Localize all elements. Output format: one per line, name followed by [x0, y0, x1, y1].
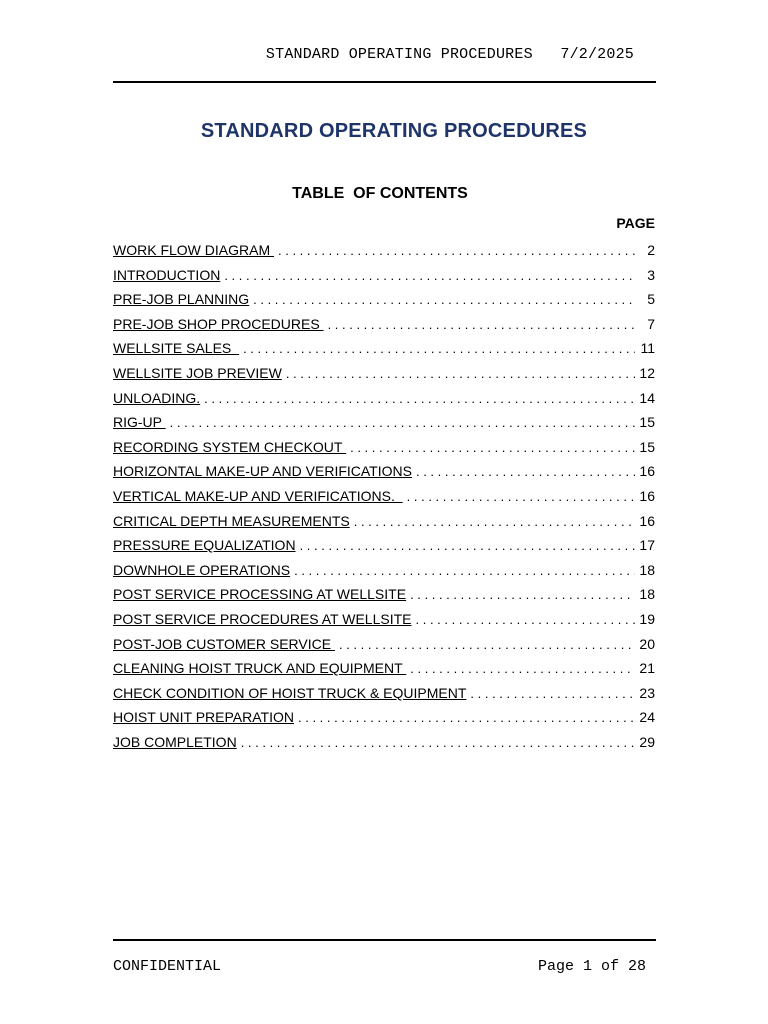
toc-entry-title-link[interactable]: POST-JOB CUSTOMER SERVICE: [113, 635, 335, 652]
toc-entry-page-number: 7: [647, 315, 655, 332]
toc-dot-leader: [204, 387, 635, 412]
toc-dot-leader: [294, 559, 635, 584]
toc-entry[interactable]: [113, 681, 656, 706]
toc-entry[interactable]: [113, 312, 656, 337]
toc-entry[interactable]: [113, 459, 656, 484]
toc-dot-leader: [410, 583, 635, 608]
toc-entry-title-link[interactable]: WELLSITE SALES: [113, 340, 240, 357]
toc-entry-title-link[interactable]: PRESSURE EQUALIZATION: [113, 537, 296, 554]
header-divider: [113, 81, 656, 83]
toc-dot-leader: [278, 239, 635, 264]
toc-entry-title-link[interactable]: CRITICAL DEPTH MEASUREMENTS: [113, 512, 350, 529]
toc-entry-title-link[interactable]: INTRODUCTION: [113, 266, 221, 283]
footer-divider: [113, 939, 656, 941]
toc-entry[interactable]: [113, 558, 656, 583]
toc-entry[interactable]: [113, 287, 656, 312]
toc-entry-title-link[interactable]: HORIZONTAL MAKE-UP AND VERIFICATIONS: [113, 463, 412, 480]
toc-dot-leader: [170, 411, 635, 436]
toc-entry-title-link[interactable]: RIG-UP: [113, 414, 166, 431]
toc-entry-title-link[interactable]: POST SERVICE PROCEDURES AT WELLSITE: [113, 610, 412, 627]
toc-dot-leader: [241, 731, 635, 756]
toc-entry-page-number: 29: [639, 733, 655, 750]
toc-entry-title-link[interactable]: CLEANING HOIST TRUCK AND EQUIPMENT: [113, 660, 407, 677]
footer-page-number: Page 1 of 28: [537, 958, 646, 975]
toc-dot-leader: [470, 682, 635, 707]
toc-entry-page-number: 17: [639, 537, 655, 554]
toc-entry-page-number: 20: [639, 635, 655, 652]
document-title: STANDARD OPERATING PROCEDURES: [200, 120, 588, 142]
toc-dot-leader: [354, 510, 635, 535]
toc-entry-page-number: 23: [639, 684, 655, 701]
toc-entry[interactable]: [113, 336, 656, 361]
toc-entry-page-number: 15: [639, 414, 655, 431]
toc-entry-page-number: 24: [639, 709, 655, 726]
toc-heading: TABLE OF CONTENTS: [292, 185, 468, 202]
toc-entry[interactable]: [113, 484, 656, 509]
toc-entry[interactable]: [113, 730, 656, 755]
toc-entry[interactable]: [113, 263, 656, 288]
toc-entry-page-number: 16: [639, 487, 655, 504]
toc-dot-leader: [350, 436, 635, 461]
toc-dot-leader: [416, 460, 635, 485]
toc-entry-title-link[interactable]: UNLOADING.: [113, 389, 201, 406]
toc-page-column-label: PAGE: [616, 215, 655, 231]
toc-entry-title-link[interactable]: DOWNHOLE OPERATIONS: [113, 561, 291, 578]
table-of-contents: [113, 238, 656, 754]
toc-entry-page-number: 21: [639, 660, 655, 677]
toc-entry-page-number: 16: [639, 512, 655, 529]
toc-entry-page-number: 2: [647, 242, 655, 258]
toc-dot-leader: [410, 657, 635, 682]
toc-entry-page-number: 15: [639, 438, 655, 455]
toc-entry[interactable]: [113, 533, 656, 558]
toc-entry[interactable]: [113, 361, 656, 386]
toc-entry-page-number: 5: [647, 291, 655, 308]
toc-entry-page-number: 18: [639, 561, 655, 578]
running-header: [114, 46, 634, 63]
toc-entry-title-link[interactable]: JOB COMPLETION: [113, 733, 237, 750]
toc-entry-title-link[interactable]: WORK FLOW DIAGRAM: [113, 242, 274, 258]
toc-entry-page-number: 18: [639, 586, 655, 603]
toc-entry[interactable]: [113, 238, 656, 263]
toc-entry-page-number: 3: [647, 266, 655, 283]
toc-dot-leader: [300, 534, 635, 559]
toc-entry-title-link[interactable]: RECORDING SYSTEM CHECKOUT: [113, 438, 347, 455]
toc-entry[interactable]: [113, 410, 656, 435]
toc-entry[interactable]: [113, 509, 656, 534]
toc-dot-leader: [407, 485, 635, 510]
toc-entry-title-link[interactable]: HOIST UNIT PREPARATION: [113, 709, 294, 726]
toc-dot-leader: [328, 313, 635, 338]
toc-dot-leader: [243, 337, 635, 362]
toc-dot-leader: [298, 706, 635, 731]
toc-dot-leader: [224, 264, 635, 289]
toc-entry-title-link[interactable]: PRE-JOB PLANNING: [113, 291, 250, 308]
toc-entry[interactable]: [113, 386, 656, 411]
toc-entry-page-number: 19: [639, 610, 655, 627]
toc-entry-title-link[interactable]: VERTICAL MAKE-UP AND VERIFICATIONS.: [113, 487, 403, 504]
running-header-date: 7/2/2025: [560, 46, 634, 63]
toc-entry[interactable]: [113, 607, 656, 632]
running-header-title: STANDARD OPERATING PROCEDURES: [265, 46, 533, 63]
toc-entry-title-link[interactable]: WELLSITE JOB PREVIEW: [113, 364, 282, 381]
toc-entry-page-number: 12: [639, 364, 655, 381]
toc-entry-title-link[interactable]: PRE-JOB SHOP PROCEDURES: [113, 315, 324, 332]
toc-entry-title-link[interactable]: CHECK CONDITION OF HOIST TRUCK & EQUIPMENT: [113, 684, 467, 701]
toc-dot-leader: [253, 288, 635, 313]
toc-entry[interactable]: [113, 705, 656, 730]
toc-entry-page-number: 16: [639, 463, 655, 480]
toc-entry-page-number: 14: [639, 389, 655, 406]
toc-dot-leader: [286, 362, 635, 387]
toc-entry[interactable]: [113, 632, 656, 657]
toc-entry-title-link[interactable]: POST SERVICE PROCESSING AT WELLSITE: [113, 586, 407, 603]
toc-entry[interactable]: [113, 656, 656, 681]
toc-dot-leader: [339, 633, 635, 658]
toc-entry-page-number: 11: [640, 340, 655, 357]
toc-entry[interactable]: [113, 582, 656, 607]
footer-confidential: CONFIDENTIAL: [113, 958, 222, 975]
toc-entry[interactable]: [113, 435, 656, 460]
toc-dot-leader: [416, 608, 636, 633]
